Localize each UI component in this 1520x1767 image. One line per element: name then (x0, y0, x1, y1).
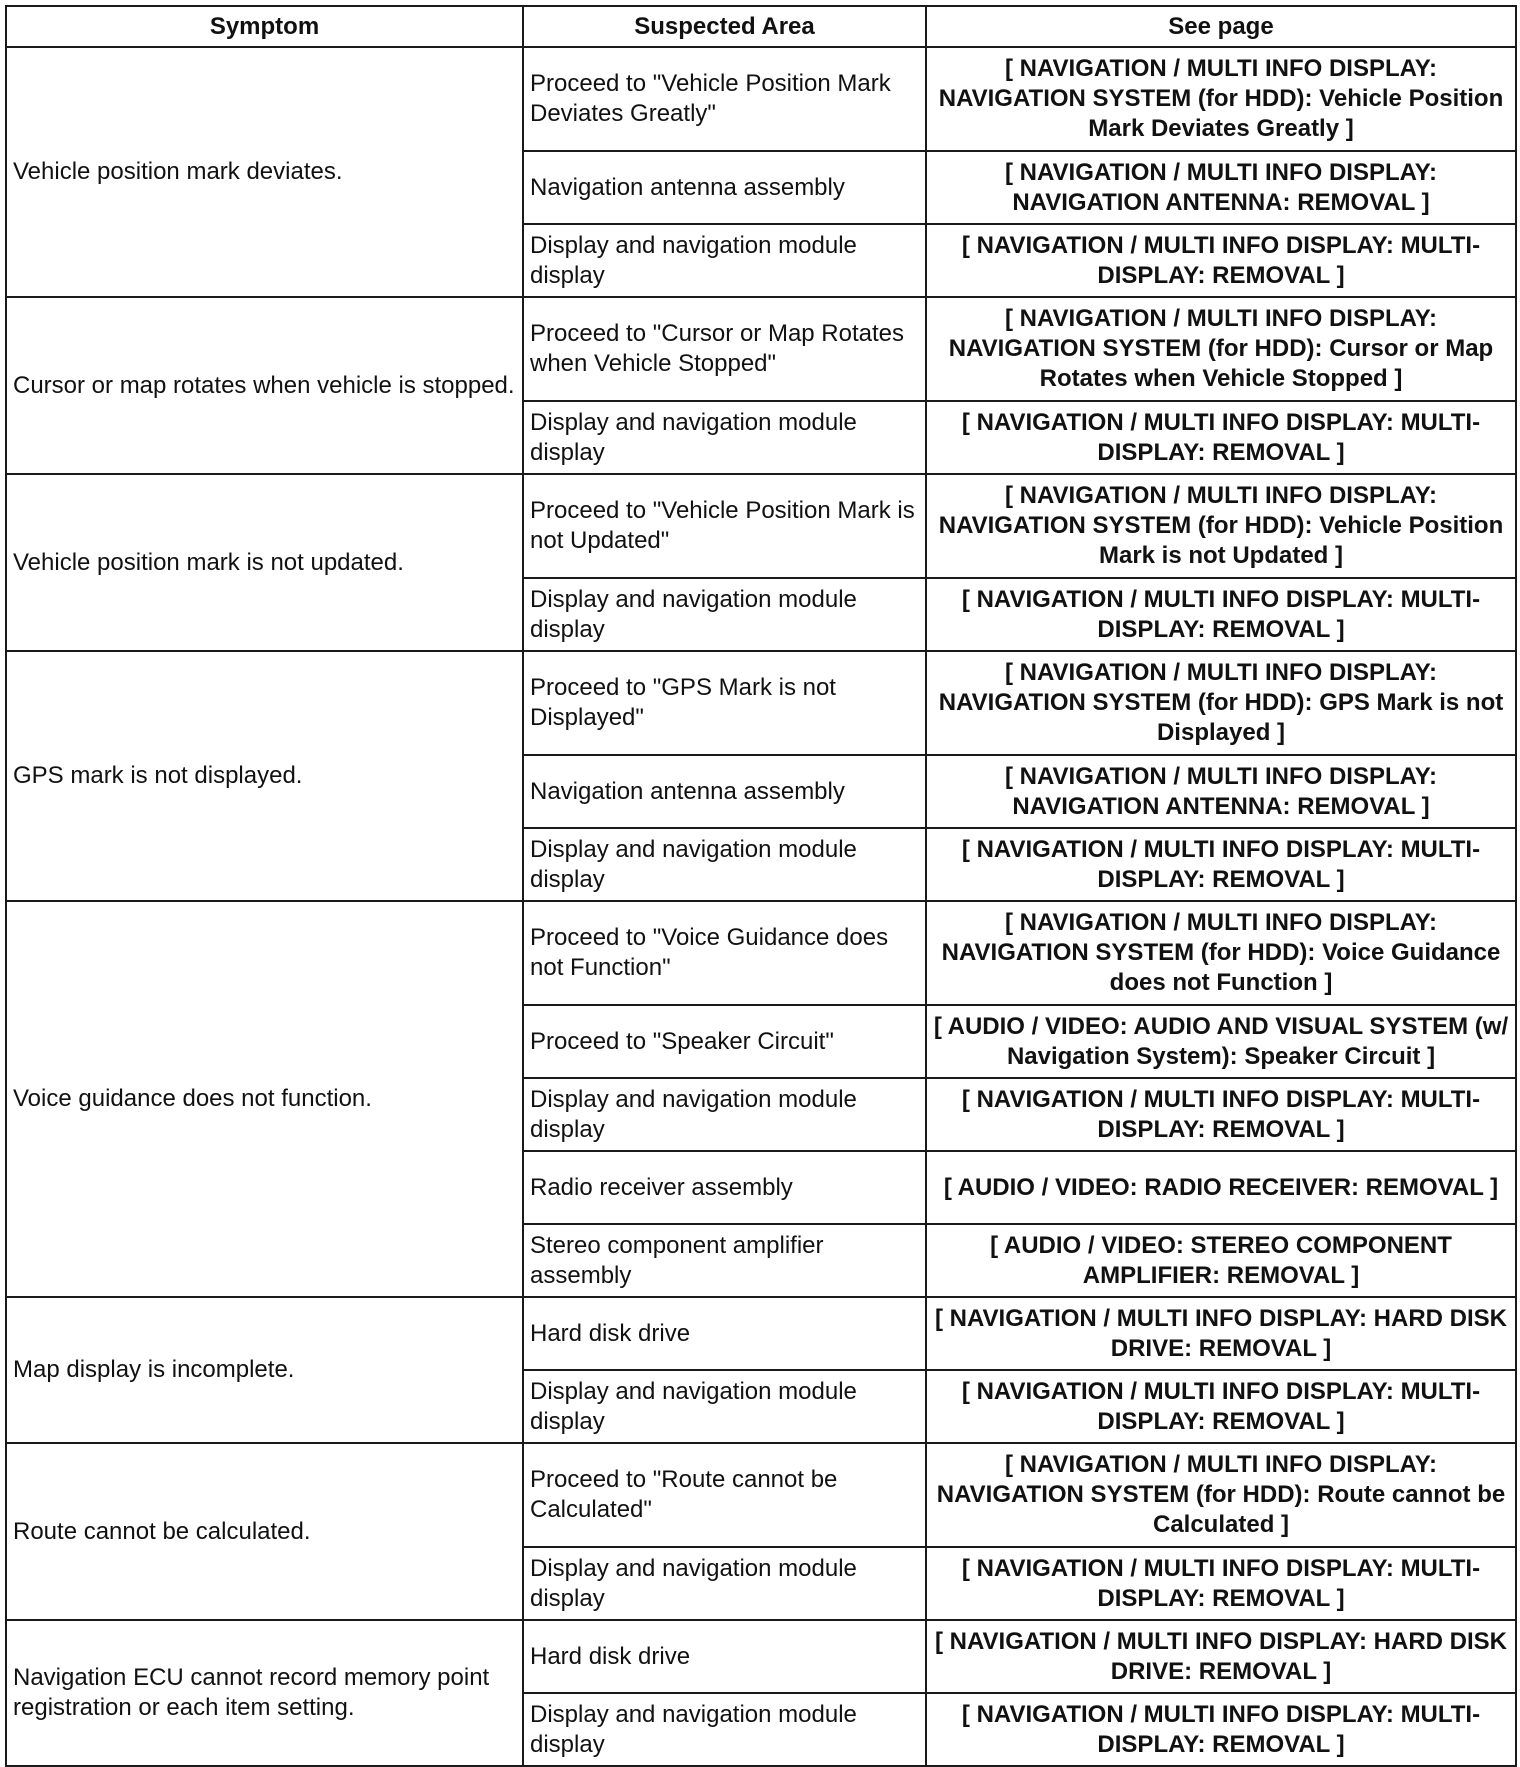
table-row (6, 47, 1516, 151)
symptom-cell: Vehicle position mark is not updated. (6, 474, 523, 651)
symptom-cell: Route cannot be calculated. (6, 1443, 523, 1620)
symptom-cell: GPS mark is not displayed. (6, 651, 523, 901)
see-page-link[interactable]: [ NAVIGATION / MULTI INFO DISPLAY: MULTI-DISPLAY: REMOVAL ] (926, 1693, 1516, 1766)
see-page-link[interactable]: [ NAVIGATION / MULTI INFO DISPLAY: NAVIGATION SYSTEM (for HDD): GPS Mark is not Displayed ] (926, 651, 1516, 755)
suspected-area-cell: Hard disk drive (523, 1297, 926, 1370)
header-symptom: Symptom (6, 6, 523, 47)
table-row (6, 1620, 1516, 1693)
see-page-link[interactable]: [ NAVIGATION / MULTI INFO DISPLAY: NAVIGATION SYSTEM (for HDD): Vehicle Position Mark Deviates Greatly ] (926, 47, 1516, 151)
table-row (6, 297, 1516, 401)
suspected-area-cell: Proceed to "GPS Mark is not Displayed" (523, 651, 926, 755)
suspected-area-cell: Display and navigation module display (523, 828, 926, 901)
suspected-area-cell: Display and navigation module display (523, 224, 926, 297)
symptom-cell: Voice guidance does not function. (6, 901, 523, 1297)
see-page-link[interactable]: [ NAVIGATION / MULTI INFO DISPLAY: MULTI-DISPLAY: REMOVAL ] (926, 578, 1516, 651)
suspected-area-cell: Display and navigation module display (523, 1370, 926, 1443)
see-page-link[interactable]: [ NAVIGATION / MULTI INFO DISPLAY: NAVIGATION SYSTEM (for HDD): Voice Guidance does not Function ] (926, 901, 1516, 1005)
suspected-area-cell: Proceed to "Speaker Circuit" (523, 1005, 926, 1078)
see-page-link[interactable]: [ NAVIGATION / MULTI INFO DISPLAY: NAVIGATION SYSTEM (for HDD): Route cannot be Calculated ] (926, 1443, 1516, 1547)
see-page-link[interactable]: [ NAVIGATION / MULTI INFO DISPLAY: MULTI-DISPLAY: REMOVAL ] (926, 1078, 1516, 1151)
see-page-link[interactable]: [ NAVIGATION / MULTI INFO DISPLAY: NAVIGATION SYSTEM (for HDD): Cursor or Map Rotates when Vehicle Stopped ] (926, 297, 1516, 401)
symptom-cell: Navigation ECU cannot record memory point registration or each item setting. (6, 1620, 523, 1766)
suspected-area-cell: Proceed to "Route cannot be Calculated" (523, 1443, 926, 1547)
table-row (6, 651, 1516, 755)
suspected-area-cell: Proceed to "Vehicle Position Mark is not Updated" (523, 474, 926, 578)
suspected-area-cell: Navigation antenna assembly (523, 755, 926, 828)
see-page-link[interactable]: [ NAVIGATION / MULTI INFO DISPLAY: NAVIGATION SYSTEM (for HDD): Vehicle Position Mark is not Updated ] (926, 474, 1516, 578)
symptom-table (5, 5, 1517, 1767)
table-row (6, 901, 1516, 1005)
suspected-area-cell: Stereo component amplifier assembly (523, 1224, 926, 1297)
see-page-link[interactable]: [ NAVIGATION / MULTI INFO DISPLAY: MULTI-DISPLAY: REMOVAL ] (926, 828, 1516, 901)
troubleshooting-sheet (5, 5, 1517, 1767)
see-page-link[interactable]: [ AUDIO / VIDEO: AUDIO AND VISUAL SYSTEM (w/ Navigation System): Speaker Circuit ] (926, 1005, 1516, 1078)
see-page-link[interactable]: [ NAVIGATION / MULTI INFO DISPLAY: MULTI-DISPLAY: REMOVAL ] (926, 401, 1516, 474)
symptom-cell: Vehicle position mark deviates. (6, 47, 523, 297)
suspected-area-cell: Display and navigation module display (523, 1078, 926, 1151)
table-row (6, 474, 1516, 578)
table-row (6, 1297, 1516, 1370)
header-suspected-area: Suspected Area (523, 6, 926, 47)
suspected-area-cell: Display and navigation module display (523, 1547, 926, 1620)
symptom-cell: Map display is incomplete. (6, 1297, 523, 1443)
suspected-area-cell: Hard disk drive (523, 1620, 926, 1693)
symptom-cell: Cursor or map rotates when vehicle is stopped. (6, 297, 523, 474)
suspected-area-cell: Radio receiver assembly (523, 1151, 926, 1224)
see-page-link[interactable]: [ NAVIGATION / MULTI INFO DISPLAY: NAVIGATION ANTENNA: REMOVAL ] (926, 151, 1516, 224)
suspected-area-cell: Display and navigation module display (523, 401, 926, 474)
suspected-area-cell: Display and navigation module display (523, 1693, 926, 1766)
see-page-link[interactable]: [ NAVIGATION / MULTI INFO DISPLAY: HARD DISK DRIVE: REMOVAL ] (926, 1297, 1516, 1370)
suspected-area-cell: Navigation antenna assembly (523, 151, 926, 224)
see-page-link[interactable]: [ NAVIGATION / MULTI INFO DISPLAY: NAVIGATION ANTENNA: REMOVAL ] (926, 755, 1516, 828)
see-page-link[interactable]: [ AUDIO / VIDEO: RADIO RECEIVER: REMOVAL ] (926, 1151, 1516, 1224)
header-see-page: See page (926, 6, 1516, 47)
see-page-link[interactable]: [ NAVIGATION / MULTI INFO DISPLAY: MULTI-DISPLAY: REMOVAL ] (926, 1547, 1516, 1620)
see-page-link[interactable]: [ NAVIGATION / MULTI INFO DISPLAY: MULTI-DISPLAY: REMOVAL ] (926, 1370, 1516, 1443)
table-row (6, 1443, 1516, 1547)
see-page-link[interactable]: [ NAVIGATION / MULTI INFO DISPLAY: MULTI-DISPLAY: REMOVAL ] (926, 224, 1516, 297)
header-row (6, 6, 1516, 47)
suspected-area-cell: Display and navigation module display (523, 578, 926, 651)
suspected-area-cell: Proceed to "Vehicle Position Mark Deviates Greatly" (523, 47, 926, 151)
suspected-area-cell: Proceed to "Voice Guidance does not Function" (523, 901, 926, 1005)
see-page-link[interactable]: [ NAVIGATION / MULTI INFO DISPLAY: HARD DISK DRIVE: REMOVAL ] (926, 1620, 1516, 1693)
suspected-area-cell: Proceed to "Cursor or Map Rotates when Vehicle Stopped" (523, 297, 926, 401)
see-page-link[interactable]: [ AUDIO / VIDEO: STEREO COMPONENT AMPLIFIER: REMOVAL ] (926, 1224, 1516, 1297)
